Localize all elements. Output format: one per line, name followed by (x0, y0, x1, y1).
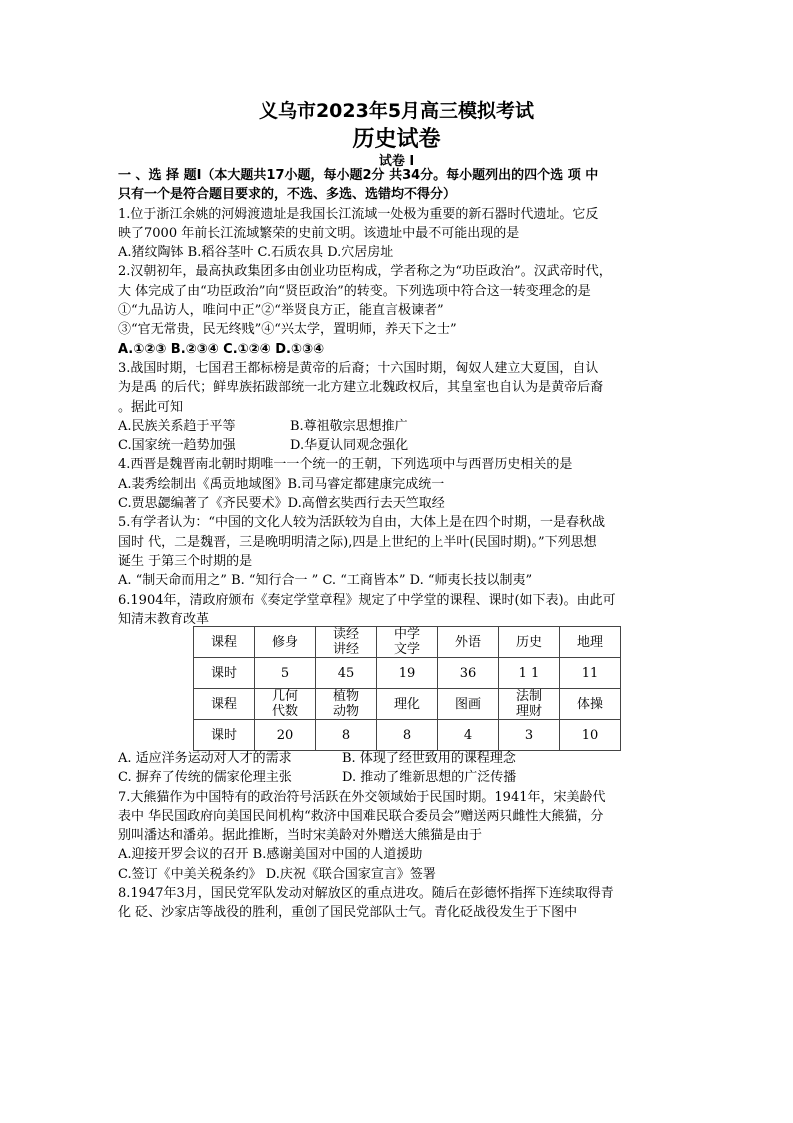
section-heading: 一 、选 择 题Ⅰ（本大题共17小题，每小题2分 共34分。每小题列出的四个选 项 中 (118, 168, 599, 183)
table-cell: 1 1 (499, 658, 560, 689)
table-cell: 体操 (560, 689, 621, 720)
q5-stem-cont: 国时 代，二是魏晋，三是晚明明清之际),四是上世纪的上半叶(民国时期)。”下列思想 (118, 534, 597, 550)
table-cell: 读经 讲经 (316, 627, 377, 658)
questions-part-1 (118, 166, 678, 629)
q3-option-d: D.华夏认同观念强化 (290, 438, 409, 454)
q7-stem-end: 别叫潘达和潘弟。据此推断，当时宋美龄对外赠送大熊猫是由于 (118, 828, 483, 844)
q2-items-1-2: ①“九品访人，唯问中正”②“举贤良方正，能直言极谏者” (118, 303, 444, 319)
q6-options-ab (118, 749, 678, 768)
table-cell: 外语 (438, 627, 499, 658)
q6-option-c: C. 摒弃了传统的儒家伦理主张 (118, 770, 292, 786)
q3-options-cd (118, 436, 678, 455)
table-cell: 植物 动物 (316, 689, 377, 720)
q1-stem-cont: 映了7000 年前长江流域繁荣的史前文明。该遗址中最不可能出现的是 (118, 225, 520, 241)
q3-stem: 3.战国时期，七国君王都标榜是黄帝的后裔；十六国时期，匈奴人建立大夏国，自认 (118, 360, 599, 376)
table-cell: 课时 (194, 658, 255, 689)
questions-part-2 (118, 749, 678, 923)
q3-option-a: A.民族关系趋于平等 (118, 418, 236, 434)
subject-title: 历史试卷 (352, 127, 441, 152)
q3-options-ab (118, 417, 678, 436)
q6-options-cd (118, 768, 678, 787)
course-hours-table (193, 626, 621, 751)
table-cell: 3 (499, 720, 560, 751)
table-cell: 20 (255, 720, 316, 751)
table-cell: 图画 (438, 689, 499, 720)
q8-stem-cont: 化 砭、沙家店等战役的胜利，重创了国民党部队士气。青化砭战役发生于下图中 (118, 905, 578, 921)
table-cell: 历史 (499, 627, 560, 658)
table-cell: 地理 (560, 627, 621, 658)
q6-stem: 6.1904年，清政府颁布《奏定学堂章程》规定了中学堂的课程、课时(如下表)。由此可 (118, 592, 616, 608)
q7-options-ab: A.迎接开罗会议的召开 B.感谢美国对中国的人道援助 (118, 847, 423, 863)
table-cell: 45 (316, 658, 377, 689)
q3-option-b: B.尊祖敬宗思想推广 (290, 418, 408, 434)
q6-option-d: D. 推动了维新思想的广泛传播 (342, 770, 517, 786)
table-cell: 5 (255, 658, 316, 689)
table-cell: 4 (438, 720, 499, 751)
paper-label: 试卷 Ⅰ (378, 154, 415, 169)
q4-options-cd: C.贾思勰编著了《齐民要术》D.高僧玄奘西行去天竺取经 (118, 496, 445, 512)
q7-options-cd: C.签订《中美关税条约》 D.庆祝《联合国家宣言》签署 (118, 866, 436, 882)
table-cell: 法制 理财 (499, 689, 560, 720)
table-cell: 8 (316, 720, 377, 751)
q3-stem-end: 。据此可知 (118, 399, 184, 415)
q8-stem: 8.1947年3月，国民党军队发动对解放区的重点进攻。随后在彭德怀指挥下连续取得青 (118, 886, 614, 902)
q1-stem: 1.位于浙江余姚的河姆渡遗址是我国长江流域一处极为重要的新石器时代遗址。它反 (118, 206, 599, 222)
q2-options: A.①②③ B.②③④ C.①②④ D.①③④ (118, 341, 324, 357)
q4-options-ab: A.裴秀绘制出《禹贡地域图》B.司马睿定都建康完成统一 (118, 476, 445, 492)
q2-stem-cont: 大 体完成了由“功臣政治”向“贤臣政治”的转变。下列选项中符合这一转变理念的是 (118, 283, 591, 299)
q2-items-3-4: ③“官无常贵，民无终贱”④“兴太学，置明师，养天下之士” (118, 322, 457, 338)
table-row (194, 720, 621, 751)
table-cell: 中学 文学 (377, 627, 438, 658)
q5-stem-end: 诞生 于第三个时期的是 (118, 553, 253, 569)
section-heading-cont: 只有一个是符合题目要求的，不选、多选、选错均不得分） (118, 187, 457, 203)
table-cell: 修身 (255, 627, 316, 658)
table-cell: 10 (560, 720, 621, 751)
q4-stem: 4.西晋是魏晋南北朝时期唯一一个统一的王朝，下列选项中与西晋历史相关的是 (118, 457, 573, 473)
q5-options: A. “制天命而用之” B. “知行合一 ” C. “工商皆本” D. “师夷长技以制夷” (118, 573, 533, 589)
table-cell: 课时 (194, 720, 255, 751)
table-row (194, 627, 621, 658)
table-row (194, 658, 621, 689)
table-cell: 课程 (194, 689, 255, 720)
table-cell: 8 (377, 720, 438, 751)
q7-stem-cont: 表中 华民国政府向美国民间机构“救济中国难民联合委员会”赠送两只雌性大熊猫，分 (118, 808, 604, 824)
table-cell: 19 (377, 658, 438, 689)
exam-title: 义乌市2023年5月高三模拟考试 (258, 100, 535, 122)
q6-option-b: B. 体现了经世致用的课程理念 (342, 751, 516, 766)
table-cell: 课程 (194, 627, 255, 658)
table-cell: 36 (438, 658, 499, 689)
q2-stem: 2.汉朝初年，最高执政集团多由创业功臣构成，学者称之为“功臣政治”。汉武帝时代， (118, 264, 612, 280)
q6-option-a: A. 适应洋务运动对人才的需求 (118, 751, 292, 766)
table-cell: 理化 (377, 689, 438, 720)
q5-stem: 5.有学者认为：“中国的文化人较为活跃较为自由，大体上是在四个时期，一是春秋战 (118, 515, 606, 531)
table-cell: 11 (560, 658, 621, 689)
table-row (194, 689, 621, 720)
table-cell: 几何 代数 (255, 689, 316, 720)
q6-stem-cont: 知清末教育改革 (118, 611, 210, 627)
q7-stem: 7.大熊猫作为中国特有的政治符号活跃在外交领域始于民国时期。1941年，宋美龄代 (118, 789, 606, 805)
q3-stem-cont: 为是禹 的后代；鲜卑族拓跋部统一北方建立北魏政权后，其皇室也自认为是黄帝后裔 (118, 380, 604, 396)
q3-option-c: C.国家统一趋势加强 (118, 438, 236, 454)
q1-options: A.猪纹陶钵 B.稻谷茎叶 C.石质农具 D.穴居房址 (118, 245, 394, 261)
